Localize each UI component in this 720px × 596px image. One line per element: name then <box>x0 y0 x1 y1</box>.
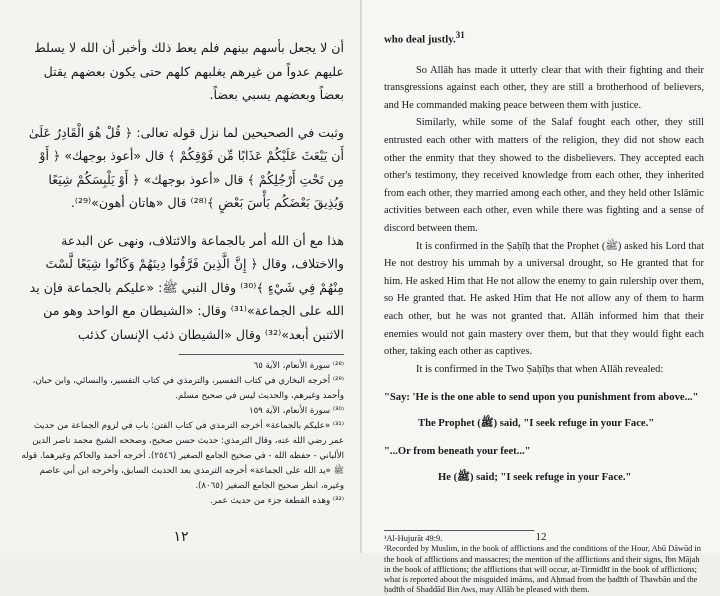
english-footnote: ¹Al-Hujurāt 49:9. <box>384 534 443 544</box>
arabic-footnote: ⁽³⁰⁾ سورة الأنعام، الآية ١٥٩ <box>248 406 344 416</box>
arabic-footnote: ⁽²⁸⁾ سورة الأنعام، الآية ٦٥ <box>253 361 344 371</box>
page-number: 12 <box>535 531 547 543</box>
arabic-footnote: ⁽³¹⁾ «عليكم بالجماعة» أخرجه الترمذي في كتاب الفتن: باب في لزوم الجماعة من حديث عمر رضي الله عنه، وقال الترمذي: حديث حسن صحيح، وصححه الشيخ محمد ناصر الدين الألباني - حفظه الله - في صحيح الجامع الصغير (٢٥٤٦). أخرجه أحمد والحاكم وغيرهما. قوله ﷺ «يد الله على الجماعة» أخرجه الترمذي بعد الحديث السابق، وأخرجه ابن أبي عاصم وغيره، انظر صحيح الجامع الصغير (٨٠٦٥). <box>21 421 344 491</box>
arabic-paragraph: أن لا يجعل بأسهم بينهم فلم يعط ذلك وأخبر أن الله لا يسلط عليهم عدواً من غيرهم يغلبهم كلهم حتى يكون بعضهم يقتل بعضاً وبعضهم يسبي بعضاً. <box>34 40 344 102</box>
quran-quote: "Say: 'He is the one able to send upon you punishment from above..." <box>384 392 699 404</box>
english-paragraph: It is confirmed in the Ṣaḥīḥ that the Prophet (ﷺ) asked his Lord that He not destroy his ummah by a universal drought, so He granted that for him. He asked Him that He not allow the enemy to gain rulership over them, so He granted that. He asked Him that He not allow any of them to harm each other, but he was not granted that. Allāh informed him that their enemies would not gain mastery over them, but that they would fight each other, taking each other as captives. <box>384 240 704 358</box>
arabic-footnote: ⁽²⁹⁾ أخرجه البخاري في كتاب التفسير، والترمذي في كتاب التفسير، والنسائي، وابن حبان، وأحمد وغيرهم، والحديث ليس في صحيح مسلم. <box>32 376 344 401</box>
english-footnote: ²Recorded by Muslim, in the book of afflictions and the conditions of the Hour, Abū Dāwūd in the book of afflictions and massacres; the mention of the afflictions and their signs, Ibn Mājah in the book of afflictions; the afflictions that will occur, at-Tirmidhī in the book of afflictions; what is reported about the misguided imāms, and Aḥmad from the ḥadīth of Thawbān and the ḥadīth of Shaddād Bin Aws, may Allāh be pleased with them. <box>384 544 701 595</box>
quran-quote: "...Or from beneath your feet..." <box>384 446 531 458</box>
english-paragraph: Similarly, while some of the Salaf fought each other, they still entrusted each other with matters of the religion, they did not show each other the enmity that they showed to the disbelievers. They accepted each other's testimony, they received knowledge from each other, they inherited from each other, they married among each other, and they held other Islāmic activities between each other, even while there was fighting and a sense of discord between them. <box>384 117 704 234</box>
arabic-paragraph: وثبت في الصحيحين لما نزل قوله تعالى: ﴿ قُلْ هُوَ الْقَادِرُ عَلَىٰ أَن يَبْعَثَ عَلَيْكُمْ عَذَابًا مِّن فَوْقِكُمْ ﴾ قال «أعوذ بوجهك» ﴿ أَوْ مِن تَحْتِ أَرْجُلِكُمْ ﴾ قال «أعوذ بوجهك» ﴿ أَوْ يَلْبِسَكُمْ شِيَعًا وَيُذِيقَ بَعْضَكُم بَأْسَ بَعْضٍ ﴾⁽²⁸⁾ قال «هاتان أهون»⁽²⁹⁾. <box>28 124 344 210</box>
arabic-page <box>0 0 362 553</box>
arabic-footnote: ⁽³²⁾ وهذه القطعة جزء من حديث عمر. <box>210 496 344 506</box>
footnote-ref: 31 <box>455 30 465 40</box>
hadith-quote: The Prophet (ﷺ) said, "I seek refuge in your Face." <box>418 418 655 430</box>
english-page <box>362 0 720 595</box>
english-paragraph: So Allāh has made it utterly clear that with their fighting and their transgressions against each other, they are still a brotherhood of believers, and He commanded making peace between them with justice. <box>384 64 704 111</box>
page-number: ١٢ <box>173 529 189 545</box>
continuation-text: who deal justly. <box>384 33 456 46</box>
english-paragraph: It is confirmed in the Two Ṣaḥīḥs that when Allāh revealed: <box>416 363 664 375</box>
footnote-divider <box>179 354 344 355</box>
continuation-line <box>384 30 704 46</box>
arabic-paragraph: هذا مع أن الله أمر بالجماعة والائتلاف، ونهى عن البدعة والاختلاف، وقال ﴿ إِنَّ الَّذِينَ فَرَّقُوا دِينَهُمْ وَكَانُوا شِيَعًا لَّسْتَ مِنْهُمْ فِي شَيْءٍ ﴾⁽³⁰⁾ وقال النبي ﷺ: «عليكم بالجماعة فإن يد الله على الجماعة»⁽³¹⁾ وقال: «الشيطان مع الواحد وهو من الاثنين أبعد»⁽³²⁾ وقال «الشيطان ذئب الإنسان كذئب <box>29 232 344 342</box>
hadith-quote: He (ﷺ) said; "I seek refuge in your Face." <box>438 472 632 484</box>
